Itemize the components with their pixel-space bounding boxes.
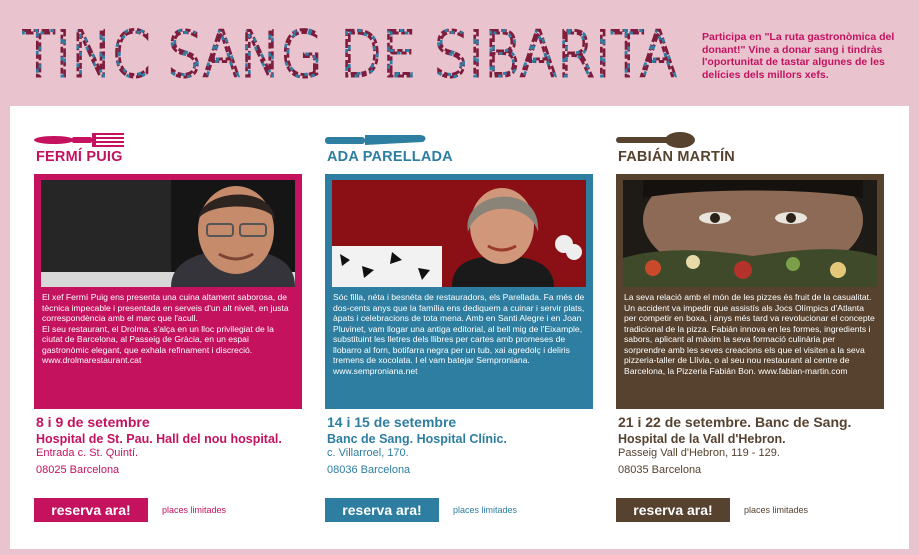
limited-places-note: places limitades <box>162 505 227 515</box>
chef-column-ada-parellada <box>325 106 593 549</box>
event-date: 21 i 22 de setembre. Banc de Sang. <box>618 414 852 430</box>
chef-description: Sóc filla, néta i besnéta de restauradors, els Parellada. Fa més de dos-cents anys que la família ens dediquem a cuinar i servir plats, àpats i celebracions de tota mena. Amb en Santi Alegre i en Joan Pluvinet, vam llogar una antiga editorial, al bell mig de l'Eixample, substituint les lletres dels llibres per cartes amb promeses de llobarro al forn, botifarra negra per un tub, xai agredolç i deliris tremens de xocolata. I el vam batejar Semproniana. www.semproniana.net <box>333 292 585 376</box>
content-panel <box>10 106 909 549</box>
header <box>0 0 919 104</box>
event-venue: Hospital de St. Pau. Hall del nou hospital. <box>36 432 282 446</box>
chef-photo <box>41 180 295 287</box>
reserve-button[interactable]: reserva ara! <box>34 498 148 522</box>
event-venue: Hospital de la Vall d'Hebron. <box>618 432 786 446</box>
chef-name: ADA PARELLADA <box>327 149 453 165</box>
chef-name: FABIÁN MARTÍN <box>618 149 735 165</box>
event-address: Entrada c. St. Quintí. <box>36 447 139 459</box>
event-postal-code: 08035 Barcelona <box>618 464 702 476</box>
event-date: 14 i 15 de setembre <box>327 414 457 430</box>
knife-icon <box>325 131 429 149</box>
chef-photo <box>623 180 877 287</box>
spoon-icon <box>616 131 696 149</box>
event-venue: Banc de Sang. Hospital Clínic. <box>327 432 507 446</box>
limited-places-note: places limitades <box>744 505 809 515</box>
event-postal-code: 08025 Barcelona <box>36 464 120 476</box>
title-logo <box>22 18 687 88</box>
chef-card <box>616 174 884 409</box>
title-text-accent: TINC SANG DE SIBARITA <box>22 18 677 88</box>
event-address: c. Villarroel, 170. <box>327 447 409 459</box>
limited-places-note: places limitades <box>453 505 518 515</box>
chef-description: La seva relació amb el món de les pizzes és fruit de la casualitat. Un accident va impedir que assistís als Jocs Olímpics d'Atlanta per competir en boxa, i anys més tard va revolucionar el concepte tradicional de la pizza. Fabián innova en les formes, ingredients i sabors, aplicant al màxim la seva formació culinària per sorprendre amb les seves creacions els que el visiten a la seva pizzeria-taller de Llívia, o al seu nou restaurant al centre de Barcelona, la Pizzeria Fabián Bon. www.fabian-martin.com <box>624 292 875 376</box>
title-text: TINC SANG DE SIBARITA <box>22 18 677 88</box>
event-postal-code: 08036 Barcelona <box>327 464 411 476</box>
chef-column-fermi-puig <box>34 106 302 549</box>
chef-name: FERMÍ PUIG <box>36 149 123 165</box>
reserve-button[interactable]: reserva ara! <box>616 498 730 522</box>
reserve-button[interactable]: reserva ara! <box>325 498 439 522</box>
chef-card <box>34 174 302 409</box>
chef-card <box>325 174 593 409</box>
chef-photo <box>332 180 586 287</box>
fork-icon <box>34 131 126 149</box>
intro-text: Participa en "La ruta gastronòmica del donant!" Vine a donar sang i tindràs l'oportunitat de tastar algunes de les delícies dels millors xefs. <box>702 31 895 81</box>
chef-description: El xef Fermí Puig ens presenta una cuina altament saborosa, de tècnica impecable i presentada en serveis d'un alt nivell, en justa correspondència amb el marc que l'acull. El seu restaurant, el Drolma, s'alça en un lloc privilegiat de la ciutat de Barcelona, al Passeig de Gràcia, en un espai gastronòmic elegant, que exhala refinament i discreció. www.drolmarestaurant.cat <box>42 292 289 365</box>
chef-column-fabian-martin <box>616 106 884 549</box>
event-date: 8 i 9 de setembre <box>36 414 150 430</box>
event-address: Passeig Vall d'Hebron, 119 - 129. <box>618 447 780 459</box>
